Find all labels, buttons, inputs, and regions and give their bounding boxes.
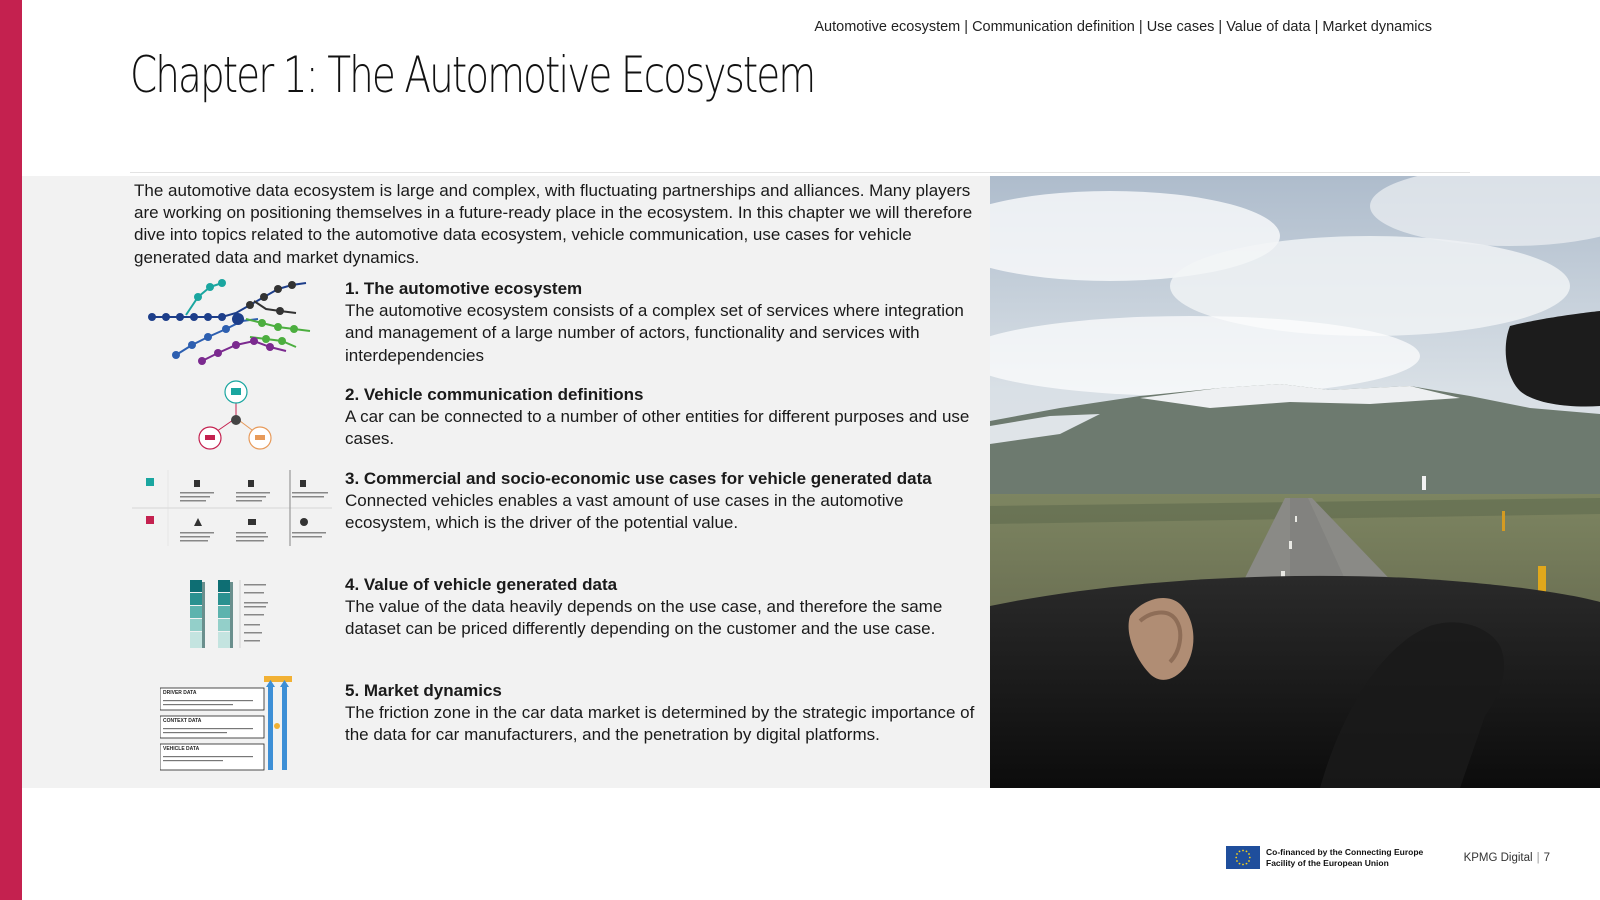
section-heading: 5. Market dynamics: [345, 681, 502, 700]
vehicle-data-label: VEHICLE DATA: [163, 746, 200, 752]
eu-cofinancing-text: [1266, 847, 1423, 869]
section-heading: 4. Value of vehicle generated data: [345, 575, 618, 594]
eu-text-line2: Facility of the European Union: [1266, 857, 1389, 868]
section-body: The value of the data heavily depends on the use case, and therefore the same dataset can be priced differently depending on the customer and the use case.: [345, 597, 943, 639]
section-body: The friction zone in the car data market is determined by the strategic importance of the data for car manufacturers, and the penetration by digital platforms.: [345, 703, 975, 745]
ecosystem-network-thumbnail: [146, 275, 328, 367]
eu-text-line1: Co-financed by the Connecting Europe: [1266, 846, 1424, 857]
section-heading: 1. The automotive ecosystem: [345, 279, 583, 298]
driver-data-label: DRIVER DATA: [163, 690, 197, 696]
section-heading: 3. Commercial and socio-economic use cases for vehicle generated data: [345, 469, 932, 488]
use-cases-table-thumbnail: [132, 470, 332, 546]
section-body: The automotive ecosystem consists of a complex set of services where integration and management of a large number of actors, functionality and services with interdependencies: [345, 301, 964, 365]
road-landscape-photo: [990, 176, 1600, 788]
eu-flag-icon: [1226, 846, 1260, 869]
section-item-ecosystem: [345, 278, 985, 367]
intro-paragraph: The automotive data ecosystem is large and complex, with fluctuating partnerships and alliances. Many players are working on positioning themselves in a future-ready place in the ecosystem. In this chapter we will therefore dive into topics related to the automotive data ecosystem, vehicle communication, use cases for vehicle generated data and market dynamics.: [134, 181, 973, 267]
eu-cofinancing-badge: [1226, 846, 1423, 869]
context-data-label: CONTEXT DATA: [163, 718, 202, 724]
footer-brand-page: [1464, 852, 1550, 864]
section-item-value: [345, 574, 985, 641]
accent-side-bar: [0, 0, 22, 900]
page-number: 7: [1543, 852, 1550, 864]
section-body: Connected vehicles enables a vast amount of use cases in the automotive ecosystem, which is the driver of the potential value.: [345, 491, 904, 533]
breadcrumb: Automotive ecosystem | Communication definition | Use cases | Value of data | Market dynamics: [814, 19, 1432, 35]
communication-diagram-thumbnail: [196, 380, 276, 452]
page-title: Chapter 1: The Automotive Ecosystem: [130, 46, 815, 104]
section-item-communication: [345, 384, 985, 451]
market-dynamics-thumbnail: [160, 676, 300, 772]
divider: [130, 172, 1470, 173]
footer-separator: |: [1536, 852, 1540, 864]
section-heading: 2. Vehicle communication definitions: [345, 385, 644, 404]
section-item-use-cases: [345, 468, 985, 535]
section-body: A car can be connected to a number of other entities for different purposes and use cases.: [345, 407, 970, 449]
section-item-market: [345, 680, 985, 747]
data-value-stack-thumbnail: [188, 578, 278, 652]
brand-label: KPMG Digital: [1463, 852, 1533, 864]
